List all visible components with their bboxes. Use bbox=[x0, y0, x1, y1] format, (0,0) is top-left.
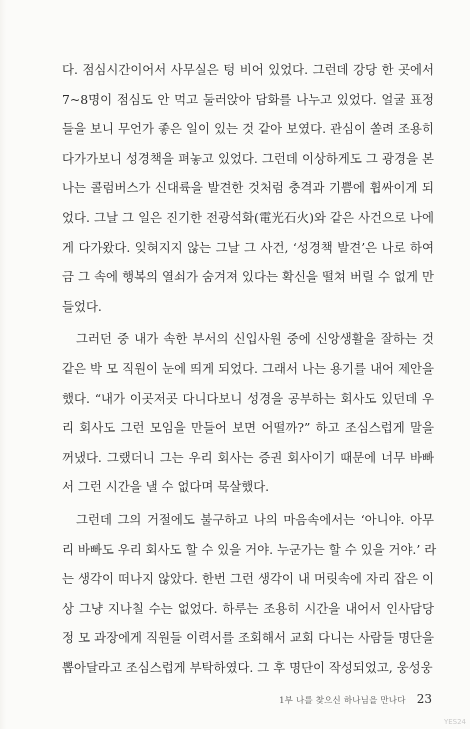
text-line: 나는 콜럼버스가 신대륙을 발견한 것처럼 충격과 기쁨에 휩싸이게 되 bbox=[62, 180, 434, 196]
text-line: 상 그냥 지나칠 수는 없었다. 하루는 조용히 시간을 내어서 인사담당 bbox=[62, 600, 434, 616]
text-line: 금 그 속에 행복의 열쇠가 숨겨져 있다는 확신을 떨쳐 버릴 수 없게 만 bbox=[62, 269, 434, 285]
watermark: YES24 bbox=[443, 718, 466, 726]
text-line: 게 다가왔다. 잊혀지지 않는 그날 그 사건, ‘성경책 발견’은 나로 하여 bbox=[62, 239, 434, 255]
text-line: 는 생각이 떠나지 않았다. 한번 그런 생각이 내 머릿속에 자리 잡은 이 bbox=[62, 571, 434, 587]
body-text bbox=[62, 55, 437, 682]
text-line: 꺼냈다. 그랬더니 그는 우리 회사는 증권 회사이기 때문에 너무 바빠 bbox=[62, 449, 434, 465]
text-line: 그런데 그의 거절에도 불구하고 나의 마음속에서는 ‘아니야. 아무 bbox=[76, 511, 434, 527]
text-line: 했다. “내가 이곳저곳 다니다보니 성경을 공부하는 회사도 있던데 우 bbox=[62, 390, 434, 406]
text-line: 다. 점심시간이어서 사무실은 텅 비어 있었다. 그런데 강당 한 곳에서 bbox=[62, 62, 434, 77]
text-line: 었다. 그날 그 일은 진기한 전광석화(電光石火)와 같은 사건으로 나에 bbox=[62, 209, 434, 225]
running-head: 1부 나를 찾으신 하나님을 만나다 bbox=[279, 696, 406, 706]
text-line: 뽑아달라고 조심스럽게 부탁하였다. 그 후 명단이 작성되었고, 웅성웅 bbox=[62, 659, 433, 675]
paragraph bbox=[62, 55, 434, 321]
text-line: 정 모 과장에게 직원들 이력서를 조회해서 교회 다니는 사람들 명단을 bbox=[62, 630, 434, 646]
page-number: 23 bbox=[416, 692, 432, 706]
text-line: 리 회사도 그런 모임을 만들어 보면 어떨까?” 하고 조심스럽게 말을 bbox=[62, 420, 434, 436]
paragraph bbox=[62, 324, 434, 502]
paragraph bbox=[62, 505, 437, 683]
text-line: 서 그런 시간을 낼 수 없다며 묵살했다. bbox=[62, 479, 270, 495]
text-line: 리 바빠도 우리 회사도 할 수 있을 거야. 누군가는 할 수 있을 거야.’ 라 bbox=[62, 541, 437, 557]
text-line: 들을 보니 무언가 좋은 일이 있는 것 같아 보였다. 관심이 쏠려 조용히 bbox=[62, 121, 434, 137]
text-line: 들었다. bbox=[62, 298, 102, 314]
text-line: 같은 박 모 직원이 눈에 띄게 되었다. 그래서 나는 용기를 내어 제안을 bbox=[62, 360, 434, 376]
text-line: 다가가보니 성경책을 펴놓고 있었다. 그런데 이상하게도 그 광경을 본 bbox=[62, 150, 434, 166]
text-line: 그러던 중 내가 속한 부서의 신입사원 중에 신앙생활을 잘하는 것 bbox=[76, 331, 434, 347]
page-footer bbox=[279, 688, 432, 707]
text-line: 7~8명이 점심도 안 먹고 둘러앉아 담화를 나누고 있었다. 얼굴 표정 bbox=[62, 91, 434, 107]
